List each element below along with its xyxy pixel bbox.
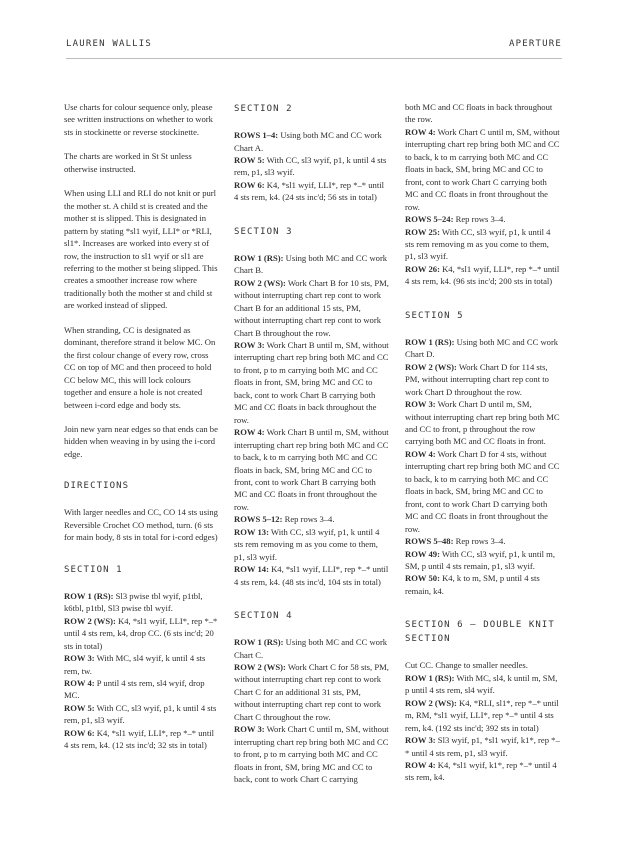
directions-heading: DIRECTIONS (64, 481, 130, 492)
header-rule (66, 58, 562, 59)
row-instruction: ROW 3: Work Chart D until m, SM, without interrupting chart rep bring both MC and CC to front, p throughout the row carrying both MC and CC floats in front. (405, 399, 560, 447)
row-instruction: ROW 26: K4, *sl1 wyif, LLI*, rep *–* until 4 sts rem, k4. (96 sts inc'd; 200 sts in total) (405, 263, 560, 287)
row-instruction: ROW 2 (WS): Work Chart D for 114 sts, PM, without interrupting chart rep cont to work Chart D throughout the row. (405, 361, 549, 397)
section-6-intro: Cut CC. Change to smaller needles. (405, 660, 528, 671)
row-instruction: ROW 1 (RS): Sl3 pwise tbl wyif, p1tbl, k6tbl, p1tbl, Sl3 pwise tbl wyif. (64, 590, 203, 614)
intro-paragraph: Use charts for colour sequence only, please see written instructions on whether to work sts in stockinette or reverse stockinette. (64, 102, 213, 137)
row-instruction: ROW 1 (RS): Using both MC and CC work Chart D. (405, 336, 559, 360)
column-3 (405, 101, 560, 784)
row-instruction: ROWS 5–12: Rep rows 3–4. (234, 514, 335, 525)
row-instruction: ROWS 5–24: Rep rows 3–4. (405, 214, 506, 225)
row-instruction: ROW 2 (WS): Work Chart B for 10 sts, PM, without interrupting chart rep cont to work Chart B for an additional 15 sts, PM, without interrupting chart rep cont to work Chart B throughout the row. (234, 277, 389, 338)
page-header (66, 39, 562, 49)
section-1-heading: SECTION 1 (64, 564, 123, 575)
section-6-heading: SECTION 6 – DOUBLE KNIT SECTION (405, 620, 555, 644)
intro-paragraph: When stranding, CC is designated as dominant, therefore strand it below MC. On the first colour change of every row, cross CC on top of MC and then proceed to hold CC below MC, this will lock colours together and ensure a hole is not created between i-cord edge and body sts. (64, 324, 216, 410)
row-instruction: ROW 4: P until 4 sts rem, sl4 wyif, drop MC. (64, 677, 205, 701)
row-instruction: ROW 4: Work Chart D for 4 sts, without interrupting chart rep bring both MC and CC to back, k to m carrying both MC and CC floats in back, SM, bring MC and CC to front, cont to work Chart D carrying both MC and CC floats in front throughout the row. (405, 448, 560, 534)
row-instruction: ROW 2 (WS): K4, *sl1 wyif, LLI*, rep *–* until 4 sts rem, k4, drop CC. (6 sts inc'd; 20 sts in total) (64, 615, 218, 651)
row-instruction: ROW 3: Work Chart C until m, SM, without interrupting chart rep bring both MC and CC to front, p to m carrying both MC and CC floats in front, SM, bring MC and CC to back, cont to work Chart C carrying (234, 724, 389, 785)
intro-paragraph: The charts are worked in St St unless otherwise instructed. (64, 151, 192, 174)
row-instruction: ROW 13: With CC, sl3 wyif, p1, k until 4 sts rem removing m as you come to them, p1, sl3 wyif. (234, 526, 380, 562)
pattern-name: APERTURE (509, 39, 562, 49)
continued-text: both MC and CC floats in back throughout the row. (405, 102, 553, 125)
section-3-heading: SECTION 3 (234, 226, 293, 237)
row-instruction: ROW 2 (WS): K4, *RLI, sl1*, rep *–* until m, RM, *sl1 wyif, LLI*, rep *–* until 4 sts rem, k4. (192 sts inc'd; 392 sts in total) (405, 697, 559, 733)
row-instruction: ROW 5: With CC, sl3 wyif, p1, k until 4 sts rem, p1, sl3 wyif. (234, 154, 387, 178)
intro-paragraph: When using LLI and RLI do not knit or purl the mother st. A child st is created and the mother st is slipped. This is designated in pattern by stating *sl1 wyif, LLI* or *RLI, sl1*. Increases are worked into every st of row, the instruction to sl1 wyif or sl1 are referring to the mother st being slipped. This creates a smoother increase row where traditionally both the mother st and child st are worked instead of slipped. (64, 188, 218, 311)
row-instruction: ROW 4: Work Chart B until m, SM, without interrupting chart rep bring both MC and CC to back, k to m carrying both MC and CC floats in back, SM, bring MC and CC to front, cont to work Chart B carrying both MC and CC floats in front throughout the row. (234, 427, 389, 512)
row-instruction: ROW 14: K4, *sl1 wyif, LLI*, rep *–* until 4 sts rem, k4. (48 sts inc'd, 104 sts in total) (234, 564, 389, 587)
row-instruction: ROW 3: Work Chart B until m, SM, without interrupting chart rep bring both MC and CC to front, p to m carrying both MC and CC floats in front, SM, bring MC and CC to back, cont to work Chart B carrying both MC and CC floats in back throughout the row. (234, 339, 389, 425)
row-instruction: ROWS 5–48: Rep rows 3–4. (405, 536, 506, 547)
column-2 (234, 101, 389, 786)
section-2-heading: SECTION 2 (234, 104, 293, 114)
row-instruction: ROW 4: Work Chart C until m, SM, without interrupting chart rep bring both MC and CC to back, k to m carrying both MC and CC floats in back, SM, bring MC and CC to front, cont to work Chart C carrying both MC and CC floats in front throughout the row. (405, 126, 560, 212)
section-4-heading: SECTION 4 (234, 611, 293, 622)
column-1 (64, 101, 219, 752)
row-instruction: ROW 50: K4, k to m, SM, p until 4 sts remain, k4. (405, 573, 540, 596)
row-instruction: ROW 49: With CC, sl3 wyif, p1, k until m, SM, p until 4 sts remain, p1, sl3 wyif. (405, 548, 555, 571)
section-5-heading: SECTION 5 (405, 310, 464, 321)
row-instruction: ROW 6: K4, *sl1 wyif, LLI*, rep *–* until 4 sts rem, k4. (12 sts inc'd; 32 sts in total) (64, 727, 214, 751)
intro-paragraph: Join new yarn near edges so that ends can be hidden when weaving in by using the i-cord edge. (64, 423, 218, 459)
row-instruction: ROW 3: With MC, sl4 wyif, k until 4 sts rem, tw. (64, 653, 206, 676)
row-instruction: ROW 4: K4, *sl1 wyif, k1*, rep *–* until 4 sts rem, k4. (405, 759, 557, 783)
row-instruction: ROW 3: Sl3 wyif, p1, *sl1 wyif, k1*, rep *–* until 4 sts rem, p1, sl3 wyif. (405, 735, 560, 758)
row-instruction: ROW 1 (RS): Using both MC and CC work Chart B. (234, 252, 388, 276)
row-instruction: ROW 1 (RS): With MC, sl4, k until m, SM, p until 4 sts rem, sl4 wyif. (405, 672, 558, 696)
author-name: LAUREN WALLIS (66, 39, 153, 49)
row-instruction: ROW 1 (RS): Using both MC and CC work Chart C. (234, 637, 388, 660)
directions-text: With larger needles and CC, CO 14 sts using Reversible Crochet CO method, turn. (6 sts for main body, 8 sts in total for i-cord edges) (64, 507, 218, 543)
row-instruction: ROWS 1–4: Using both MC and CC work Chart A. (234, 130, 382, 153)
row-instruction: ROW 6: K4, *sl1 wyif, LLI*, rep *–* until 4 sts rem, k4. (24 sts inc'd; 56 sts in total) (234, 179, 384, 203)
row-instruction: ROW 5: With CC, sl3 wyif, p1, k until 4 sts rem, p1, sl3 wyif. (64, 702, 217, 726)
row-instruction: ROW 25: With CC, sl3 wyif, p1, k until 4 sts rem removing m as you come to them, p1, sl3 wyif. (405, 226, 551, 262)
row-instruction: ROW 2 (WS): Work Chart C for 58 sts, PM, without interrupting chart rep cont to work Chart C for an additional 31 sts, PM, without interrupting chart rep cont to work Chart C throughout the row. (234, 662, 389, 722)
